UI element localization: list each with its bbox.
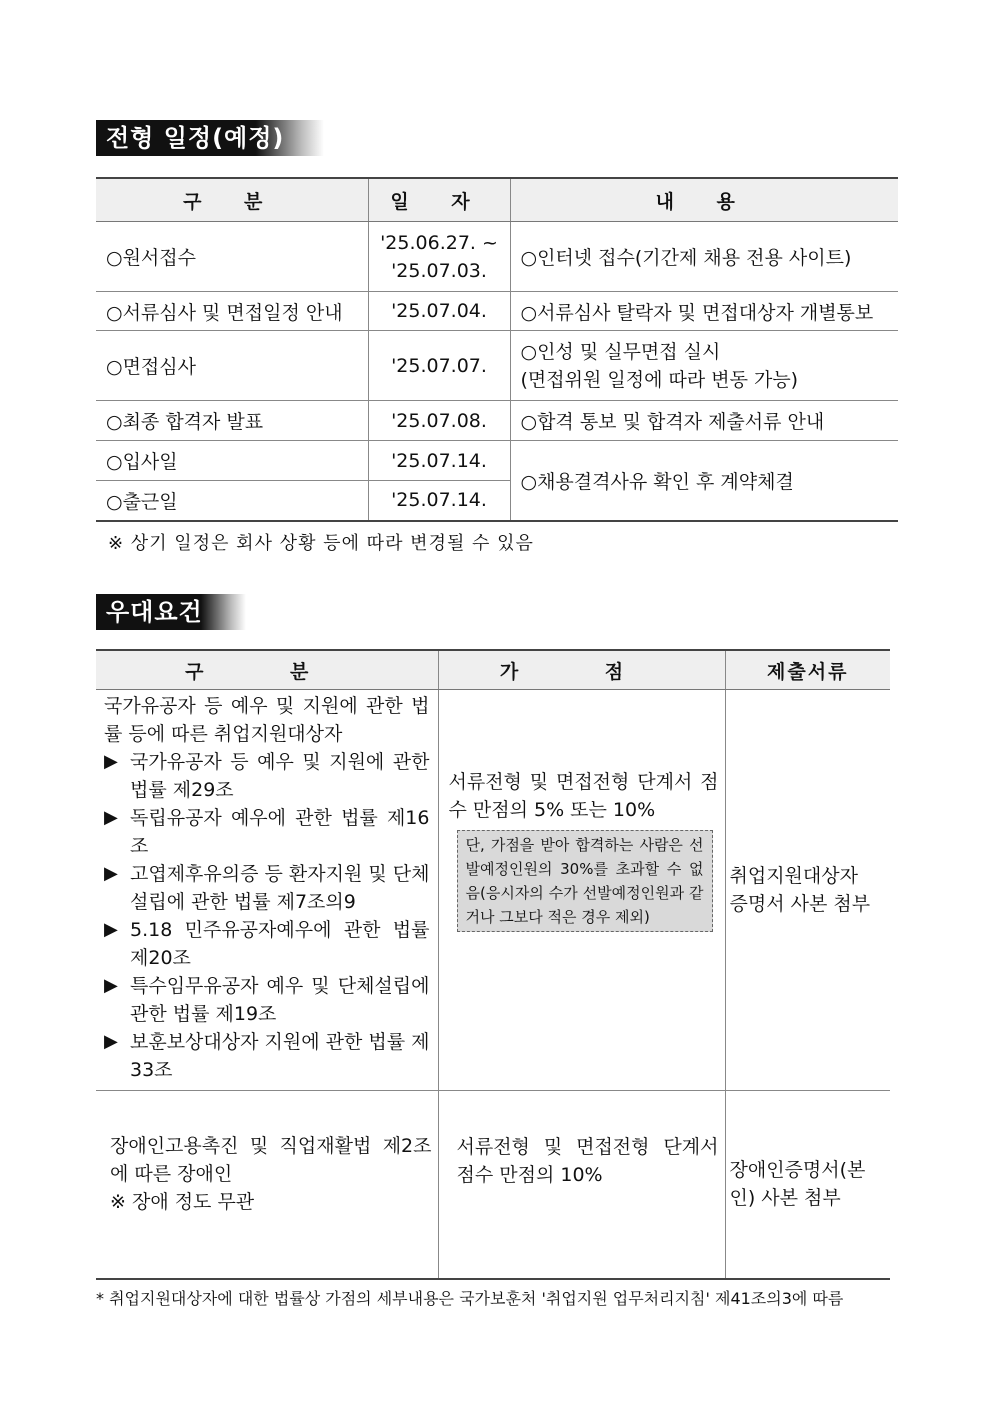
schedule-date: '25.07.14. [368, 441, 510, 481]
benefit-points-cell [438, 690, 725, 1091]
schedule-note: ※ 상기 일정은 회사 상황 등에 따라 변경될 수 있음 [108, 533, 534, 554]
benefit-category-cell [96, 690, 438, 1091]
law-item [104, 1028, 430, 1084]
table-row [96, 222, 898, 292]
law-item [104, 916, 430, 972]
benefit-category-cell [96, 1091, 438, 1279]
benefit-header-points: 가 점 [438, 650, 725, 690]
benefit-table [96, 649, 890, 1280]
law-item [104, 804, 430, 860]
schedule-date: '25.07.07. [368, 331, 510, 401]
table-row [96, 292, 898, 331]
schedule-content: ○서류심사 탈락자 및 면접대상자 개별통보 [510, 292, 898, 331]
benefit-points-note: 단, 가점을 받아 합격하는 사람은 선발예정인원의 30%를 초과할 수 없음(응시자의 수가 선발예정인원과 같거나 그보다 적은 경우 제외) [457, 830, 713, 932]
arrow-bullet-icon: ▶ [104, 975, 118, 996]
schedule-date: '25.07.08. [368, 401, 510, 441]
schedule-category: ○입사일 [96, 441, 368, 481]
benefit-category-intro: 국가유공자 등 예우 및 지원에 관한 법률 등에 따른 취업지원대상자 [104, 695, 430, 745]
benefit-documents: 취업지원대상자 증명서 사본 첨부 [725, 690, 890, 1091]
table-row [96, 1091, 890, 1279]
law-item [104, 972, 430, 1028]
benefit-points: 서류전형 및 면접전형 단계서 점수 만점의 10% [438, 1091, 725, 1279]
schedule-header-category: 구 분 [96, 178, 368, 222]
schedule-category: ○서류심사 및 면접일정 안내 [96, 292, 368, 331]
schedule-category: ○출근일 [96, 481, 368, 521]
arrow-bullet-icon: ▶ [104, 807, 118, 828]
benefit-section-title: 우대요건 [96, 594, 246, 630]
arrow-bullet-icon: ▶ [104, 919, 118, 940]
schedule-content: ○인터넷 접수(기간제 채용 전용 사이트) [510, 222, 898, 292]
schedule-category: ○최종 합격자 발표 [96, 401, 368, 441]
arrow-bullet-icon: ▶ [104, 1031, 118, 1052]
schedule-date: '25.07.04. [368, 292, 510, 331]
law-text: 5.18 민주유공자예우에 관한 법률 제20조 [130, 919, 430, 969]
table-row [96, 331, 898, 401]
law-item [104, 860, 430, 916]
schedule-content: ○인성 및 실무면접 실시 (면접위원 일정에 따라 변동 가능) [510, 331, 898, 401]
schedule-content: ○채용결격사유 확인 후 계약체결 [510, 441, 898, 521]
benefit-footnote: * 취업지원대상자에 대한 법률상 가점의 세부내용은 국가보훈처 '취업지원 업무처리지침' 제41조의3에 따름 [96, 1289, 844, 1308]
table-row [96, 401, 898, 441]
schedule-category: ○면접심사 [96, 331, 368, 401]
law-item [104, 748, 430, 804]
arrow-bullet-icon: ▶ [104, 863, 118, 884]
schedule-category: ○원서접수 [96, 222, 368, 292]
arrow-bullet-icon: ▶ [104, 751, 118, 772]
schedule-content: ○합격 통보 및 합격자 제출서류 안내 [510, 401, 898, 441]
schedule-table [96, 177, 898, 522]
law-text: 독립유공자 예우에 관한 법률 제16조 [130, 807, 430, 857]
law-text: 특수임무유공자 예우 및 단체설립에 관한 법률 제19조 [130, 975, 430, 1025]
table-row [96, 690, 890, 1091]
schedule-header-date: 일 자 [368, 178, 510, 222]
benefit-header-row [96, 650, 890, 690]
benefit-category: 장애인고용촉진 및 직업재활법 제2조에 따른 장애인 [110, 1135, 432, 1186]
law-text: 고엽제후유의증 등 환자지원 및 단체설립에 관한 법률 제7조의9 [130, 863, 430, 913]
benefit-category-note: ※ 장애 정도 무관 [110, 1191, 255, 1214]
schedule-header-row [96, 178, 898, 222]
law-text: 국가유공자 등 예우 및 지원에 관한 법률 제29조 [130, 751, 430, 801]
benefit-documents: 장애인증명서(본인) 사본 첨부 [725, 1091, 890, 1279]
benefit-header-category: 구 분 [96, 650, 438, 690]
schedule-date: '25.07.14. [368, 481, 510, 521]
schedule-header-content: 내 용 [510, 178, 898, 222]
benefit-points: 서류전형 및 면접전형 단계서 점수 만점의 5% 또는 10% [448, 771, 719, 821]
table-row [96, 441, 898, 481]
law-text: 보훈보상대상자 지원에 관한 법률 제33조 [130, 1031, 430, 1081]
schedule-section-title: 전형 일정(예정) [96, 120, 324, 156]
benefit-header-documents: 제출서류 [725, 650, 890, 690]
schedule-date: '25.06.27. ~ '25.07.03. [368, 222, 510, 292]
